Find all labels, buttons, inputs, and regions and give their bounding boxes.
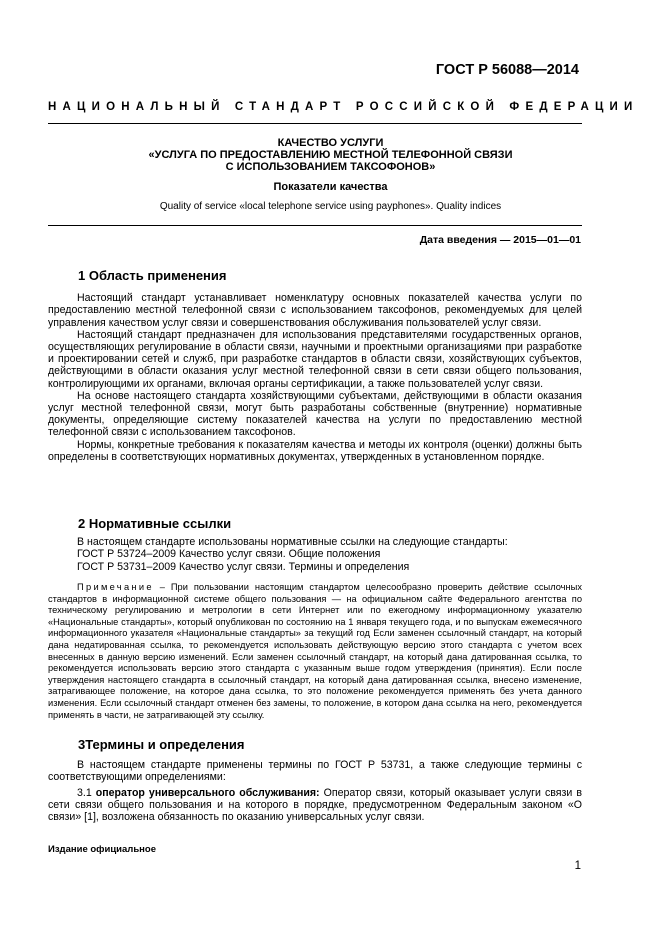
page-number: 1 xyxy=(574,860,581,872)
section-2 xyxy=(48,518,582,573)
section-1-paragraph: На основе настоящего стандарта хозяйствующими субъектами, действующими в области оказания услуг местной телефонной связи, могут быть разработаны собственные (внутренние) нормативные документы, определяющие систему показателей качества на услуги по предоставлению местной телефонной связи с использованием таксофонов. xyxy=(48,389,582,439)
title-line-1: КАЧЕСТВО УСЛУГИ xyxy=(277,137,384,149)
title-rule xyxy=(48,225,582,226)
title-line-2: «УСЛУГА ПО ПРЕДОСТАВЛЕНИЮ МЕСТНОЙ ТЕЛЕФОННОЙ СВЯЗИ xyxy=(148,149,513,161)
section-3-heading: 3Термины и определения xyxy=(78,737,245,752)
section-3-paragraph: В настоящем стандарте применены термины по ГОСТ Р 53731, а также следующие термины с соответствующими определениями: xyxy=(48,759,582,784)
note-label: Примечание xyxy=(77,582,154,592)
reference-note xyxy=(48,582,582,721)
official-edition-label: Издание официальное xyxy=(48,844,156,855)
document-title xyxy=(80,137,581,173)
national-standard-heading: НАЦИОНАЛЬНЫЙ СТАНДАРТ РОССИЙСКОЙ ФЕДЕРАЦИИ xyxy=(48,101,639,113)
term-number: 3.1 xyxy=(77,786,96,799)
section-3 xyxy=(48,739,582,823)
term: оператор универсального обслуживания: xyxy=(95,786,320,799)
normative-reference: ГОСТ Р 53731–2009 Качество услуг связи. Термины и определения xyxy=(77,560,410,573)
section-2-heading: 2 Нормативные ссылки xyxy=(78,516,232,531)
section-1-heading: 1 Область применения xyxy=(78,268,227,283)
header-rule xyxy=(48,123,582,124)
section-1 xyxy=(48,270,582,463)
term-definition xyxy=(48,787,582,824)
term-definition-text: Оператор связи, который оказывает услуги связи в сети связи общего пользования и на которого в порядке, предусмотренном Федеральным законом «О связи» [1], возложена обязанность по оказанию универсальных услуг связи. xyxy=(48,786,582,824)
section-2-paragraph: В настоящем стандарте использованы нормативные ссылки на следующие стандарты: xyxy=(77,536,508,549)
section-1-paragraph: Нормы, конкретные требования к показателям качества и методы их контроля (оценки) должны быть определены в соответствующих нормативных документах, утвержденных в установленном порядке. xyxy=(48,438,582,463)
note-text: – При пользовании настоящим стандартом целесообразно проверить действие ссылочных стандартов в информационной системе общего пользования — на официальном сайте Федерального агентства по техническому регулированию и метрологии в сети Интернет или по ежегодному информационному указателю «Национальные стандарты», который опубликован по состоянию на 1 января текущего года, и по выпускам ежемесячного информационного указателя «Национальные стандарты» за текущий год Если заменен ссылочный стандарт, на который дана недатированная ссылка, то рекомендуется использовать действующую версию этого стандарта с учетом всех внесенных в данную версию изменений. Если заменен ссылочный стандарт, на который дана датированная ссылка, то рекомендуется использовать версию этого стандарта с указанным выше годом утверждения (принятия). Если после утверждения настоящего стандарта в ссылочный стандарт, на который дана датированная ссылка, внесено изменение, затрагивающее положение, на которое дана ссылка, то это положение рекомендуется применять без учета данного изменения. Если ссылочный стандарт отменен без замены, то положение, в котором дана ссылка на него, рекомендуется применять в части, не затрагивающей эту ссылку. xyxy=(48,582,582,720)
standard-designation: ГОСТ Р 56088—2014 xyxy=(435,62,579,78)
introduction-date: Дата введения — 2015—01—01 xyxy=(419,234,581,246)
english-title: Quality of service «local telephone service using payphones». Quality indices xyxy=(159,201,502,212)
title-line-3: С ИСПОЛЬЗОВАНИЕМ ТАКСОФОНОВ» xyxy=(225,161,436,173)
section-1-paragraph: Настоящий стандарт предназначен для использования представителями государственных органов, осуществляющих регулирование в области связи, научными и проектными организациями при разработке и проектировании сетей и служб, при разработке стандартов в области связи, хозяйствующих субъектов, действующими в области оказания услуг местной телефонной связи в сети связи общего пользования, контролирующими их органами, включая органы сертификации, а также пользователей услуг связи. xyxy=(48,328,582,390)
section-1-paragraph: Настоящий стандарт устанавливает номенклатуру основных показателей качества услуги по предоставлению местной телефонной связи с использованием таксофонов, рекомендуемых для целей управления качеством услуг связи и совершенствования обслуживания пользователей услуг связи. xyxy=(48,292,582,329)
normative-reference: ГОСТ Р 53724–2009 Качество услуг связи. Общие положения xyxy=(77,548,381,561)
document-subtitle: Показатели качества xyxy=(273,181,388,193)
